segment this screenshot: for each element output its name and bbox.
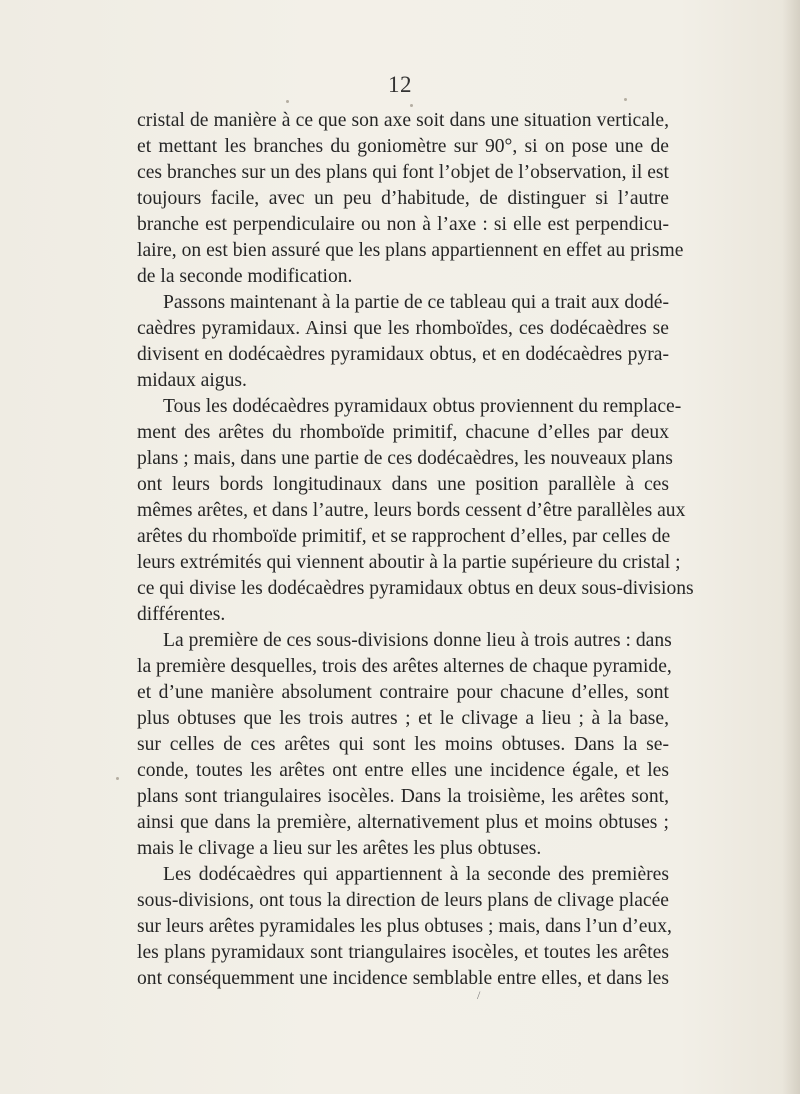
text-line: Passons maintenant à la partie de ce tableau qui a trait aux dodé- bbox=[163, 292, 669, 313]
paper-speck bbox=[286, 100, 289, 103]
paper-speck bbox=[116, 777, 119, 780]
text-line: arêtes du rhomboïde primitif, et se rapprochent d’elles, par celles de bbox=[137, 526, 671, 547]
text-line: sous-divisions, ont tous la direction de leurs plans de clivage placée bbox=[137, 890, 669, 911]
text-line: branche est perpendiculaire ou non à l’axe : si elle est perpendicu- bbox=[137, 214, 669, 235]
text-line: Tous les dodécaèdres pyramidaux obtus proviennent du remplace- bbox=[163, 396, 682, 417]
text-line: ment des arêtes du rhomboïde primitif, chacune d’elles par deux bbox=[137, 422, 669, 443]
text-line: ce qui divise les dodécaèdres pyramidaux obtus en deux sous-divisions bbox=[137, 578, 694, 599]
text-line: La première de ces sous-divisions donne lieu à trois autres : dans bbox=[163, 630, 672, 651]
text-line: plus obtuses que les trois autres ; et le clivage a lieu ; à la base, bbox=[137, 708, 669, 729]
text-line: conde, toutes les arêtes ont entre elles une incidence égale, et les bbox=[137, 760, 669, 781]
text-line: laire, on est bien assuré que les plans appartiennent en effet au prisme bbox=[137, 240, 684, 261]
text-line: ont conséquemment une incidence semblable entre elles, et dans les bbox=[137, 968, 669, 989]
text-line: et mettant les branches du goniomètre sur 90°, si on pose une de bbox=[137, 136, 669, 157]
text-line: mais le clivage a lieu sur les arêtes les plus obtuses. bbox=[137, 838, 542, 859]
text-line: mêmes arêtes, et dans l’autre, leurs bords cessent d’être parallèles aux bbox=[137, 500, 686, 521]
text-line: différentes. bbox=[137, 604, 226, 625]
text-line: sur celles de ces arêtes qui sont les moins obtuses. Dans la se- bbox=[137, 734, 669, 755]
paper-speck bbox=[410, 104, 413, 107]
text-line: Les dodécaèdres qui appartiennent à la seconde des premières bbox=[163, 864, 669, 885]
text-line: ont leurs bords longitudinaux dans une position parallèle à ces bbox=[137, 474, 669, 495]
paper-speck bbox=[624, 98, 627, 101]
text-line: leurs extrémités qui viennent aboutir à la partie supérieure du cristal ; bbox=[137, 552, 681, 573]
text-line: la première desquelles, trois des arêtes alternes de chaque pyramide, bbox=[137, 656, 672, 677]
text-line: plans ; mais, dans une partie de ces dodécaèdres, les nouveaux plans bbox=[137, 448, 673, 469]
text-line: les plans pyramidaux sont triangulaires isocèles, et toutes les arêtes bbox=[137, 942, 669, 963]
text-line: de la seconde modification. bbox=[137, 266, 353, 287]
text-line: cristal de manière à ce que son axe soit dans une situation verticale, bbox=[137, 110, 669, 131]
page-number: 12 bbox=[388, 72, 412, 97]
text-line: sur leurs arêtes pyramidales les plus obtuses ; mais, dans l’un d’eux, bbox=[137, 916, 672, 937]
text-line: et d’une manière absolument contraire pour chacune d’elles, sont bbox=[137, 682, 669, 703]
text-line: plans sont triangulaires isocèles. Dans la troisième, les arêtes sont, bbox=[137, 786, 669, 807]
page-edge-shadow bbox=[782, 0, 800, 1094]
footer-mark: / bbox=[477, 988, 481, 1002]
body-text bbox=[137, 108, 694, 992]
text-line: ainsi que dans la première, alternativement plus et moins obtuses ; bbox=[137, 812, 669, 833]
text-line: ces branches sur un des plans qui font l’objet de l’observation, il est bbox=[137, 162, 669, 183]
text-line: toujours facile, avec un peu d’habitude, de distinguer si l’autre bbox=[137, 188, 669, 209]
text-line: divisent en dodécaèdres pyramidaux obtus, et en dodécaèdres pyra- bbox=[137, 344, 669, 365]
text-line: caèdres pyramidaux. Ainsi que les rhomboïdes, ces dodécaèdres se bbox=[137, 318, 669, 339]
text-line: midaux aigus. bbox=[137, 370, 247, 391]
